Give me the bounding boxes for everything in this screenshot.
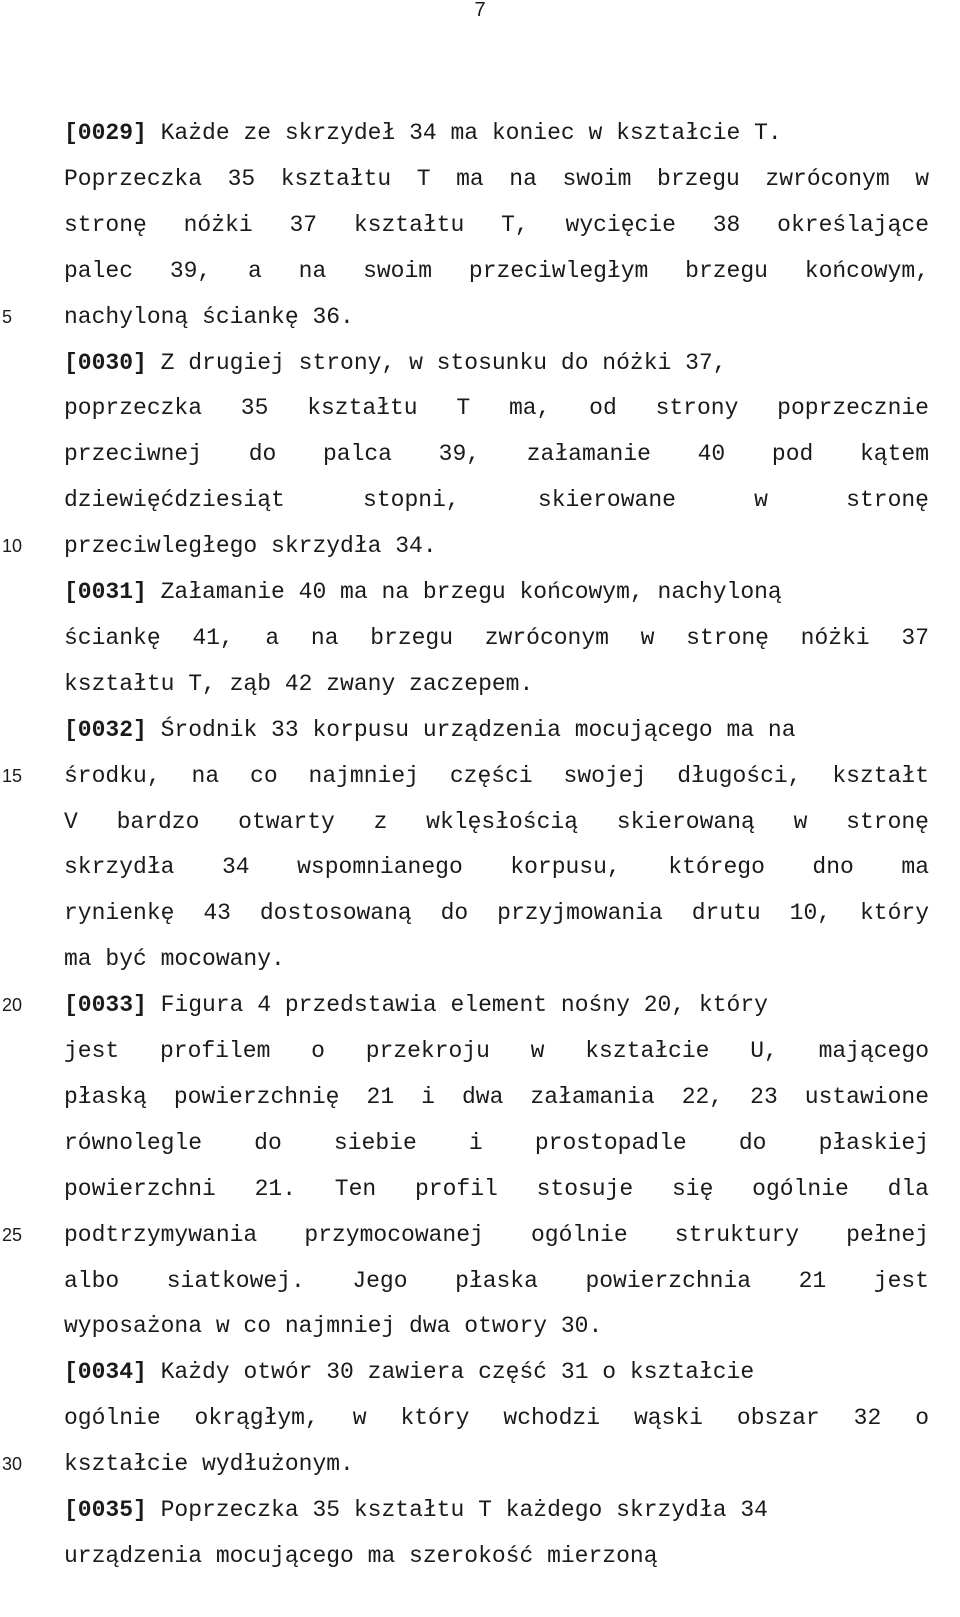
line-text: przeciwległego skrzydła 34. [64, 533, 437, 560]
line-text: powierzchni 21. Ten profil stosuje się ogólnie dla [64, 1175, 929, 1202]
text-line [64, 944, 929, 974]
line-text: skrzydła 34 wspomnianego korpusu, którego dno ma [64, 854, 929, 881]
line-text: stronę nóżki 37 kształtu T, wycięcie 38 określające [64, 211, 929, 238]
text-line [64, 439, 929, 469]
margin-line-number: 20 [2, 995, 23, 1016]
paragraph-start-line [64, 348, 929, 378]
paragraph-number: [0035] [64, 1497, 147, 1523]
margin-line-number: 25 [2, 1224, 23, 1245]
margin-line-number: 5 [2, 306, 13, 327]
text-line [64, 1449, 929, 1479]
paragraph-start-line [64, 1495, 929, 1525]
paragraph-number: [0033] [64, 992, 147, 1019]
text-line [64, 485, 929, 515]
text-line [64, 852, 929, 882]
line-text: środku, na co najmniej części swojej długości, kształt [64, 762, 929, 789]
line-text: jest profilem o przekroju w kształcie U, mającego [64, 1038, 929, 1064]
text-line [64, 761, 929, 791]
line-text: wyposażona w co najmniej dwa otwory 30. [64, 1313, 603, 1340]
line-text: rynienkę 43 dostosowaną do przyjmowania drutu 10, który [64, 900, 929, 927]
line-text: poprzeczka 35 kształtu T ma, od strony poprzecznie [64, 395, 929, 422]
text-line [64, 210, 929, 240]
line-text: nachyloną ściankę 36. [64, 303, 354, 330]
line-text: równolegle do siebie i prostopadle do płaskiej [64, 1129, 929, 1156]
text-line [64, 1541, 929, 1571]
line-text: albo siatkowej. Jego płaska powierzchnia 21 jest [64, 1267, 929, 1294]
text-line [64, 393, 929, 423]
margin-line-number: 30 [2, 1454, 23, 1475]
line-text: urządzenia mocującego ma szerokość mierzoną [64, 1542, 658, 1569]
paragraph-number: [0031] [64, 579, 147, 605]
paragraph-start-line [64, 1357, 929, 1387]
line-text: Figura 4 przedstawia element nośny 20, który [146, 992, 768, 1019]
paragraph-start-line [64, 118, 929, 148]
text-line [64, 1311, 929, 1341]
paragraph-start-line [64, 577, 929, 607]
text-line [64, 1036, 929, 1066]
paragraph-number: [0029] [64, 120, 147, 146]
line-text: kształtu T, ząb 42 zwany zaczepem. [64, 670, 534, 697]
line-text: Poprzeczka 35 kształtu T ma na swoim brzegu zwróconym w [64, 165, 929, 192]
text-line [64, 1174, 929, 1204]
text-line [64, 1128, 929, 1158]
line-text: Środnik 33 korpusu urządzenia mocującego ma na [146, 716, 796, 743]
paragraph-number: [0030] [64, 349, 147, 376]
text-line [64, 807, 929, 837]
text-line [64, 256, 929, 286]
line-text: ma być mocowany. [64, 946, 285, 973]
margin-line-number: 15 [2, 765, 23, 786]
line-text: Każdy otwór 30 zawiera część 31 o kształcie [146, 1359, 755, 1386]
line-text: Załamanie 40 ma na brzegu końcowym, nachyloną [146, 579, 782, 605]
margin-line-number: 10 [2, 536, 23, 557]
paragraph-start-line [64, 990, 929, 1020]
text-line [64, 1403, 929, 1433]
paragraph-start-line [64, 715, 929, 745]
line-text: palec 39, a na swoim przeciwległym brzegu końcowym, [64, 257, 929, 284]
line-text: dziewięćdziesiąt stopni, skierowane w stronę [64, 487, 929, 514]
text-line [64, 1220, 929, 1250]
text-line [64, 302, 929, 332]
line-text: Z drugiej strony, w stosunku do nóżki 37, [146, 349, 727, 376]
line-text: podtrzymywania przymocowanej ogólnie struktury pełnej [64, 1221, 929, 1248]
text-line [64, 531, 929, 561]
paragraph-number: [0034] [64, 1359, 147, 1386]
paragraph-number: [0032] [64, 716, 147, 743]
line-text: ogólnie okrągłym, w który wchodzi wąski obszar 32 o [64, 1405, 929, 1432]
text-line [64, 1266, 929, 1296]
line-text: ściankę 41, a na brzegu zwróconym w stronę nóżki 37 [64, 624, 929, 651]
page-number: 7 [474, 0, 486, 21]
text-line [64, 669, 929, 699]
text-line [64, 164, 929, 194]
line-text: przeciwnej do palca 39, załamanie 40 pod kątem [64, 441, 929, 468]
line-text: kształcie wydłużonym. [64, 1451, 354, 1478]
line-text: płaską powierzchnię 21 i dwa załamania 22, 23 ustawione [64, 1083, 929, 1110]
text-line [64, 898, 929, 928]
line-text: V bardzo otwarty z wklęsłością skierowaną w stronę [64, 808, 929, 835]
line-text: Poprzeczka 35 kształtu T każdego skrzydła 34 [146, 1497, 768, 1523]
text-line [64, 623, 929, 653]
text-line [64, 1082, 929, 1112]
line-text: Każde ze skrzydeł 34 ma koniec w kształcie T. [146, 120, 782, 146]
